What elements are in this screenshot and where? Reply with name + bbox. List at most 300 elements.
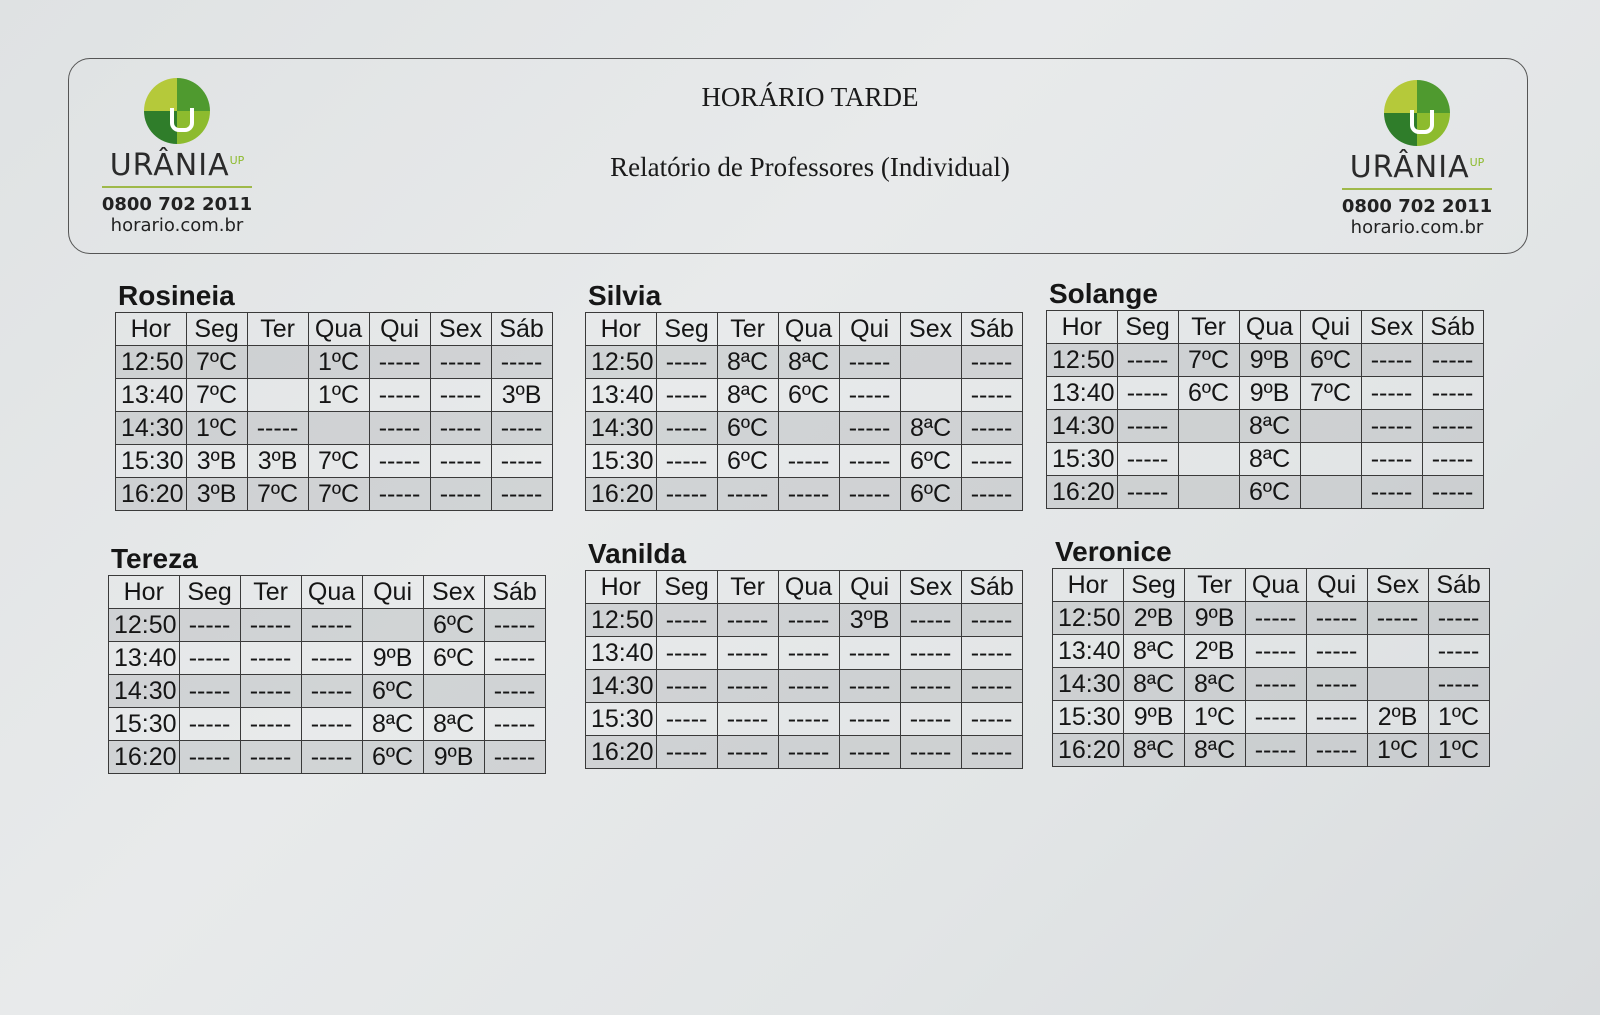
- time-cell: 14:30: [1047, 410, 1118, 443]
- class-cell: 8ªC: [717, 346, 778, 379]
- table-header-row: [586, 313, 1023, 346]
- column-header: Qui: [369, 313, 430, 346]
- class-cell: -----: [1361, 476, 1422, 509]
- class-cell: -----: [1306, 602, 1367, 635]
- class-cell: -----: [484, 642, 545, 675]
- time-cell: 15:30: [586, 703, 657, 736]
- class-cell: -----: [778, 670, 839, 703]
- class-cell: -----: [430, 379, 491, 412]
- class-cell: -----: [369, 478, 430, 511]
- class-cell: 8ªC: [778, 346, 839, 379]
- class-cell: -----: [778, 637, 839, 670]
- class-cell: -----: [1245, 635, 1306, 668]
- class-cell: 1ºC: [1428, 701, 1489, 734]
- class-cell: -----: [430, 478, 491, 511]
- class-cell: -----: [961, 412, 1022, 445]
- class-cell: 1ºC: [308, 379, 369, 412]
- class-cell: -----: [301, 741, 362, 774]
- class-cell: 8ªC: [900, 412, 961, 445]
- class-cell: -----: [369, 412, 430, 445]
- class-cell: -----: [1361, 377, 1422, 410]
- column-header: Sáb: [1422, 311, 1483, 344]
- time-cell: 15:30: [109, 708, 180, 741]
- class-cell: 8ªC: [1184, 668, 1245, 701]
- class-cell: -----: [430, 445, 491, 478]
- logo-brand: $URÂNIA^{UP}$: [109, 148, 245, 183]
- class-cell: 7ºC: [186, 379, 247, 412]
- class-cell: -----: [656, 604, 717, 637]
- column-header: Qui: [362, 576, 423, 609]
- class-cell: -----: [961, 478, 1022, 511]
- table-row: [1053, 668, 1490, 701]
- class-cell: -----: [1306, 635, 1367, 668]
- class-cell: -----: [491, 346, 552, 379]
- column-header: Seg: [179, 576, 240, 609]
- table-row: [586, 445, 1023, 478]
- column-header: Ter: [247, 313, 308, 346]
- class-cell: -----: [839, 736, 900, 769]
- page-title: HORÁRIO TARDE: [701, 82, 919, 112]
- class-cell: [423, 675, 484, 708]
- class-cell: -----: [778, 478, 839, 511]
- class-cell: -----: [1361, 344, 1422, 377]
- class-cell: -----: [656, 670, 717, 703]
- class-cell: -----: [1422, 443, 1483, 476]
- class-cell: [1178, 443, 1239, 476]
- class-cell: -----: [656, 379, 717, 412]
- table-header-row: [116, 313, 553, 346]
- class-cell: 2ºB: [1367, 701, 1428, 734]
- class-cell: -----: [900, 604, 961, 637]
- class-cell: -----: [656, 346, 717, 379]
- class-cell: [247, 379, 308, 412]
- class-cell: -----: [839, 346, 900, 379]
- teacher-name: Silvia: [588, 280, 662, 311]
- time-cell: 13:40: [586, 637, 657, 670]
- column-header: Qui: [1306, 569, 1367, 602]
- class-cell: -----: [961, 445, 1022, 478]
- column-header: Sex: [1361, 311, 1422, 344]
- table-header-row: [1047, 311, 1484, 344]
- class-cell: -----: [961, 670, 1022, 703]
- column-header: Qui: [839, 571, 900, 604]
- class-cell: 6ºC: [423, 642, 484, 675]
- class-cell: [1300, 476, 1361, 509]
- class-cell: -----: [717, 637, 778, 670]
- class-cell: -----: [240, 609, 301, 642]
- teacher-name: Veronice: [1055, 536, 1172, 567]
- logo-website: horario.com.br: [1350, 217, 1484, 238]
- column-header: Qua: [301, 576, 362, 609]
- class-cell: -----: [717, 670, 778, 703]
- class-cell: -----: [484, 675, 545, 708]
- table-row: [586, 736, 1023, 769]
- class-cell: -----: [839, 703, 900, 736]
- logo-left: [82, 78, 272, 236]
- class-cell: 8ªC: [1184, 734, 1245, 767]
- class-cell: -----: [179, 609, 240, 642]
- class-cell: -----: [1306, 734, 1367, 767]
- class-cell: [1300, 410, 1361, 443]
- time-cell: 14:30: [586, 670, 657, 703]
- class-cell: 1ºC: [186, 412, 247, 445]
- class-cell: -----: [656, 637, 717, 670]
- class-cell: 7ºC: [247, 478, 308, 511]
- time-cell: 15:30: [1047, 443, 1118, 476]
- table-header-row: [1053, 569, 1490, 602]
- time-cell: 14:30: [1053, 668, 1124, 701]
- class-cell: [778, 412, 839, 445]
- class-cell: 6ºC: [717, 445, 778, 478]
- class-cell: -----: [839, 445, 900, 478]
- class-cell: -----: [778, 604, 839, 637]
- class-cell: 6ºC: [1178, 377, 1239, 410]
- class-cell: -----: [961, 703, 1022, 736]
- class-cell: -----: [900, 637, 961, 670]
- column-header: Sex: [423, 576, 484, 609]
- schedule-table: [1046, 310, 1484, 509]
- column-header: Qui: [1300, 311, 1361, 344]
- class-cell: 1ºC: [308, 346, 369, 379]
- logo-right: [1322, 80, 1512, 238]
- table-row: [109, 708, 546, 741]
- table-row: [1053, 701, 1490, 734]
- class-cell: [247, 346, 308, 379]
- column-header: Sex: [1367, 569, 1428, 602]
- column-header: Sex: [430, 313, 491, 346]
- column-header: Sáb: [961, 313, 1022, 346]
- time-cell: 15:30: [1053, 701, 1124, 734]
- class-cell: -----: [656, 703, 717, 736]
- column-header: Sáb: [491, 313, 552, 346]
- column-header: Sáb: [1428, 569, 1489, 602]
- column-header: Ter: [717, 571, 778, 604]
- table-row: [1047, 443, 1484, 476]
- class-cell: 2ºB: [1123, 602, 1184, 635]
- time-cell: 16:20: [109, 741, 180, 774]
- class-cell: 7ºC: [186, 346, 247, 379]
- class-cell: 1ºC: [1184, 701, 1245, 734]
- class-cell: [1178, 410, 1239, 443]
- teacher-name: Rosineia: [118, 280, 235, 311]
- class-cell: -----: [900, 736, 961, 769]
- class-cell: -----: [1306, 701, 1367, 734]
- class-cell: -----: [1117, 344, 1178, 377]
- class-cell: -----: [839, 670, 900, 703]
- class-cell: 8ªC: [1239, 410, 1300, 443]
- column-header: Sex: [900, 313, 961, 346]
- class-cell: [1367, 668, 1428, 701]
- class-cell: -----: [839, 379, 900, 412]
- table-row: [586, 478, 1023, 511]
- class-cell: 6ºC: [362, 675, 423, 708]
- table-row: [109, 741, 546, 774]
- class-cell: -----: [491, 412, 552, 445]
- table-header-row: [109, 576, 546, 609]
- class-cell: -----: [961, 736, 1022, 769]
- class-cell: 6ºC: [778, 379, 839, 412]
- table-row: [586, 703, 1023, 736]
- teacher-name: Vanilda: [588, 538, 687, 569]
- class-cell: -----: [430, 346, 491, 379]
- class-cell: [900, 346, 961, 379]
- class-cell: -----: [240, 708, 301, 741]
- class-cell: -----: [961, 604, 1022, 637]
- class-cell: [308, 412, 369, 445]
- column-header: Sex: [900, 571, 961, 604]
- schedule-table: [585, 312, 1023, 511]
- table-row: [116, 346, 553, 379]
- schedule-table: [585, 570, 1023, 769]
- class-cell: 6ºC: [900, 478, 961, 511]
- class-cell: -----: [1428, 635, 1489, 668]
- column-header: Seg: [1123, 569, 1184, 602]
- table-row: [116, 445, 553, 478]
- class-cell: -----: [778, 703, 839, 736]
- class-cell: -----: [301, 675, 362, 708]
- time-cell: 13:40: [116, 379, 187, 412]
- table-row: [116, 412, 553, 445]
- class-cell: -----: [717, 604, 778, 637]
- time-cell: 14:30: [116, 412, 187, 445]
- class-cell: -----: [369, 346, 430, 379]
- class-cell: 3ºB: [186, 478, 247, 511]
- class-cell: -----: [179, 675, 240, 708]
- class-cell: -----: [1245, 701, 1306, 734]
- class-cell: 8ªC: [1239, 443, 1300, 476]
- class-cell: -----: [900, 670, 961, 703]
- column-header: Seg: [1117, 311, 1178, 344]
- time-cell: 13:40: [586, 379, 657, 412]
- class-cell: -----: [301, 609, 362, 642]
- schedule-table: [1052, 568, 1490, 767]
- table-row: [109, 609, 546, 642]
- class-cell: -----: [301, 708, 362, 741]
- class-cell: 2ºB: [1184, 635, 1245, 668]
- logo-divider: [102, 186, 252, 188]
- column-header: Hor: [586, 313, 657, 346]
- column-header: Qua: [1245, 569, 1306, 602]
- class-cell: -----: [1367, 602, 1428, 635]
- class-cell: -----: [961, 637, 1022, 670]
- teacher-name: Tereza: [111, 543, 198, 574]
- class-cell: 7ºC: [1178, 344, 1239, 377]
- column-header: Qua: [1239, 311, 1300, 344]
- table-row: [586, 412, 1023, 445]
- class-cell: 6ºC: [1239, 476, 1300, 509]
- class-cell: -----: [1361, 410, 1422, 443]
- time-cell: 15:30: [586, 445, 657, 478]
- class-cell: 6ºC: [423, 609, 484, 642]
- column-header: Hor: [1053, 569, 1124, 602]
- class-cell: -----: [179, 741, 240, 774]
- table-row: [109, 642, 546, 675]
- class-cell: -----: [240, 642, 301, 675]
- class-cell: -----: [961, 379, 1022, 412]
- class-cell: -----: [491, 478, 552, 511]
- time-cell: 12:50: [116, 346, 187, 379]
- class-cell: -----: [1422, 377, 1483, 410]
- class-cell: -----: [240, 741, 301, 774]
- class-cell: -----: [778, 445, 839, 478]
- class-cell: -----: [839, 412, 900, 445]
- column-header: Qui: [839, 313, 900, 346]
- class-cell: -----: [717, 478, 778, 511]
- table-row: [1047, 410, 1484, 443]
- column-header: Hor: [116, 313, 187, 346]
- schedule-table: [115, 312, 553, 511]
- time-cell: 13:40: [1047, 377, 1118, 410]
- class-cell: [362, 609, 423, 642]
- time-cell: 14:30: [109, 675, 180, 708]
- time-cell: 16:20: [586, 478, 657, 511]
- class-cell: [1178, 476, 1239, 509]
- column-header: Qua: [778, 571, 839, 604]
- column-header: Hor: [586, 571, 657, 604]
- class-cell: -----: [656, 478, 717, 511]
- time-cell: 16:20: [1053, 734, 1124, 767]
- table-row: [586, 604, 1023, 637]
- table-row: [586, 346, 1023, 379]
- class-cell: -----: [484, 609, 545, 642]
- page-subtitle: Relatório de Professores (Individual): [610, 152, 1010, 182]
- class-cell: -----: [484, 741, 545, 774]
- class-cell: -----: [1428, 668, 1489, 701]
- table-row: [116, 379, 553, 412]
- class-cell: -----: [656, 412, 717, 445]
- table-row: [1053, 734, 1490, 767]
- column-header: Qua: [778, 313, 839, 346]
- column-header: Seg: [656, 571, 717, 604]
- class-cell: -----: [430, 412, 491, 445]
- teacher-block: [585, 280, 1023, 511]
- column-header: Ter: [240, 576, 301, 609]
- class-cell: 7ºC: [308, 478, 369, 511]
- time-cell: 16:20: [586, 736, 657, 769]
- column-header: Seg: [656, 313, 717, 346]
- class-cell: -----: [1117, 476, 1178, 509]
- schedule-table: [108, 575, 546, 774]
- logo-website: horario.com.br: [110, 215, 244, 236]
- table-row: [109, 675, 546, 708]
- table-row: [586, 670, 1023, 703]
- class-cell: 6ºC: [362, 741, 423, 774]
- class-cell: 8ªC: [717, 379, 778, 412]
- class-cell: -----: [491, 445, 552, 478]
- table-row: [1047, 344, 1484, 377]
- class-cell: -----: [839, 637, 900, 670]
- class-cell: [1367, 635, 1428, 668]
- class-cell: 9ºB: [1239, 344, 1300, 377]
- class-cell: 8ªC: [423, 708, 484, 741]
- table-row: [1053, 635, 1490, 668]
- class-cell: -----: [961, 346, 1022, 379]
- class-cell: 9ºB: [423, 741, 484, 774]
- teacher-name: Solange: [1049, 278, 1158, 309]
- class-cell: -----: [484, 708, 545, 741]
- class-cell: 3ºB: [186, 445, 247, 478]
- class-cell: -----: [1422, 410, 1483, 443]
- class-cell: -----: [179, 708, 240, 741]
- class-cell: 1ºC: [1367, 734, 1428, 767]
- class-cell: 9ºB: [362, 642, 423, 675]
- column-header: Ter: [1184, 569, 1245, 602]
- column-header: Ter: [1178, 311, 1239, 344]
- class-cell: -----: [717, 736, 778, 769]
- class-cell: 9ºB: [1239, 377, 1300, 410]
- class-cell: 3ºB: [247, 445, 308, 478]
- column-header: Seg: [186, 313, 247, 346]
- class-cell: -----: [900, 703, 961, 736]
- class-cell: -----: [1117, 443, 1178, 476]
- table-row: [586, 379, 1023, 412]
- time-cell: 12:50: [109, 609, 180, 642]
- table-row: [1047, 377, 1484, 410]
- logo-phone: 0800 702 2011: [1341, 196, 1493, 217]
- class-cell: 9ºB: [1123, 701, 1184, 734]
- class-cell: -----: [301, 642, 362, 675]
- class-cell: -----: [656, 445, 717, 478]
- column-header: Sáb: [484, 576, 545, 609]
- class-cell: -----: [1422, 344, 1483, 377]
- column-header: Qua: [308, 313, 369, 346]
- class-cell: -----: [1117, 410, 1178, 443]
- time-cell: 16:20: [1047, 476, 1118, 509]
- logo-phone: 0800 702 2011: [101, 194, 253, 215]
- time-cell: 13:40: [1053, 635, 1124, 668]
- class-cell: [1300, 443, 1361, 476]
- table-row: [116, 478, 553, 511]
- class-cell: -----: [1245, 602, 1306, 635]
- class-cell: -----: [1422, 476, 1483, 509]
- class-cell: 8ªC: [1123, 734, 1184, 767]
- class-cell: -----: [179, 642, 240, 675]
- table-row: [1053, 602, 1490, 635]
- urania-logo-icon: [1384, 80, 1450, 146]
- class-cell: 8ªC: [1123, 635, 1184, 668]
- class-cell: -----: [369, 379, 430, 412]
- column-header: Hor: [109, 576, 180, 609]
- class-cell: -----: [1117, 377, 1178, 410]
- class-cell: -----: [1428, 602, 1489, 635]
- class-cell: -----: [1245, 734, 1306, 767]
- class-cell: -----: [1245, 668, 1306, 701]
- class-cell: 8ªC: [362, 708, 423, 741]
- time-cell: 12:50: [586, 346, 657, 379]
- teacher-block: [1052, 536, 1490, 767]
- column-header: Ter: [717, 313, 778, 346]
- class-cell: 7ºC: [1300, 377, 1361, 410]
- class-cell: -----: [247, 412, 308, 445]
- time-cell: 14:30: [586, 412, 657, 445]
- teacher-block: [115, 280, 553, 511]
- column-header: Sáb: [961, 571, 1022, 604]
- teacher-block: [1046, 278, 1484, 509]
- class-cell: -----: [369, 445, 430, 478]
- time-cell: 12:50: [1047, 344, 1118, 377]
- table-header-row: [586, 571, 1023, 604]
- class-cell: -----: [240, 675, 301, 708]
- time-cell: 12:50: [1053, 602, 1124, 635]
- class-cell: 8ªC: [1123, 668, 1184, 701]
- class-cell: 6ºC: [717, 412, 778, 445]
- class-cell: -----: [717, 703, 778, 736]
- class-cell: -----: [839, 478, 900, 511]
- time-cell: 16:20: [116, 478, 187, 511]
- class-cell: 3ºB: [839, 604, 900, 637]
- class-cell: 9ºB: [1184, 602, 1245, 635]
- column-header: Hor: [1047, 311, 1118, 344]
